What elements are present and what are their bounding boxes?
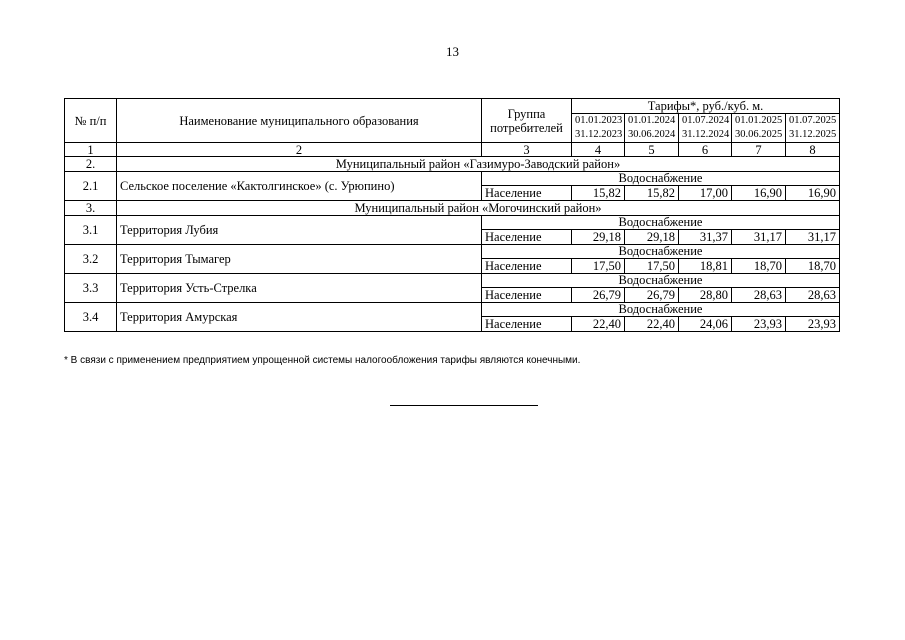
service-label: Водоснабжение (482, 274, 840, 288)
column-number: 3 (482, 143, 572, 157)
table-header (65, 99, 840, 157)
tariff-value: 17,50 (572, 259, 625, 274)
tariff-value: 29,18 (625, 230, 679, 245)
column-number: 5 (625, 143, 679, 157)
period-4: 01.01.2025 30.06.2025 (732, 114, 786, 143)
column-numbers-row (65, 143, 840, 157)
column-number: 1 (65, 143, 117, 157)
tariff-value: 31,17 (732, 230, 786, 245)
column-number: 4 (572, 143, 625, 157)
row-name: Территория Тымагер (117, 245, 482, 274)
tariff-value: 23,93 (732, 317, 786, 332)
tariff-value: 31,37 (679, 230, 732, 245)
consumer-group: Население (482, 186, 572, 201)
tariff-value: 18,70 (732, 259, 786, 274)
tariff-value: 22,40 (625, 317, 679, 332)
header-tariffs: Тарифы*, руб./куб. м. (572, 99, 840, 114)
tariff-value: 16,90 (786, 186, 840, 201)
row-number: 2.1 (65, 172, 117, 201)
tariff-value: 22,40 (572, 317, 625, 332)
tariff-value: 26,79 (625, 288, 679, 303)
table-row (65, 216, 840, 230)
consumer-group: Население (482, 288, 572, 303)
column-number: 8 (786, 143, 840, 157)
table-body (65, 157, 840, 332)
table-row (65, 303, 840, 317)
row-number: 3.1 (65, 216, 117, 245)
service-label: Водоснабжение (482, 303, 840, 317)
tariff-value: 17,50 (625, 259, 679, 274)
header-group: Группа потребителей (482, 99, 572, 143)
tariff-table (64, 98, 840, 332)
tariff-value: 17,00 (679, 186, 732, 201)
tariff-value: 18,70 (786, 259, 840, 274)
section-title: Муниципальный район «Газимуро-Заводский район» (117, 157, 840, 172)
tariff-value: 15,82 (572, 186, 625, 201)
header-name: Наименование муниципального образования (117, 99, 482, 143)
page-number: 13 (446, 44, 459, 59)
row-number: 3.3 (65, 274, 117, 303)
tariff-value: 31,17 (786, 230, 840, 245)
period-1: 01.01.2023 31.12.2023 (572, 114, 625, 143)
table-row (65, 172, 840, 186)
tariff-value: 28,80 (679, 288, 732, 303)
tariff-value: 18,81 (679, 259, 732, 274)
tariff-value: 15,82 (625, 186, 679, 201)
section-number: 2. (65, 157, 117, 172)
section-title: Муниципальный район «Могочинский район» (117, 201, 840, 216)
tariff-value: 29,18 (572, 230, 625, 245)
row-name: Территория Лубия (117, 216, 482, 245)
service-label: Водоснабжение (482, 216, 840, 230)
table-row (65, 245, 840, 259)
row-number: 3.4 (65, 303, 117, 332)
header-number: № п/п (65, 99, 117, 143)
column-number: 6 (679, 143, 732, 157)
signature-line (390, 405, 538, 406)
consumer-group: Население (482, 317, 572, 332)
section-number: 3. (65, 201, 117, 216)
column-number: 7 (732, 143, 786, 157)
consumer-group: Население (482, 259, 572, 274)
tariff-value: 28,63 (786, 288, 840, 303)
tariff-value: 28,63 (732, 288, 786, 303)
service-label: Водоснабжение (482, 245, 840, 259)
table-row (65, 274, 840, 288)
section-row (65, 201, 840, 216)
period-2: 01.01.2024 30.06.2024 (625, 114, 679, 143)
row-name: Сельское поселение «Кактолгинское» (с. Урюпино) (117, 172, 482, 201)
tariff-value: 16,90 (732, 186, 786, 201)
column-number: 2 (117, 143, 482, 157)
row-name: Территория Усть-Стрелка (117, 274, 482, 303)
row-name: Территория Амурская (117, 303, 482, 332)
footnote: * В связи с применением предприятием упрощенной системы налогообложения тарифы являются конечными. (64, 355, 581, 366)
period-5: 01.07.2025 31.12.2025 (786, 114, 840, 143)
period-3: 01.07.2024 31.12.2024 (679, 114, 732, 143)
service-label: Водоснабжение (482, 172, 840, 186)
consumer-group: Население (482, 230, 572, 245)
tariff-value: 24,06 (679, 317, 732, 332)
row-number: 3.2 (65, 245, 117, 274)
tariff-value: 26,79 (572, 288, 625, 303)
section-row (65, 157, 840, 172)
tariff-value: 23,93 (786, 317, 840, 332)
